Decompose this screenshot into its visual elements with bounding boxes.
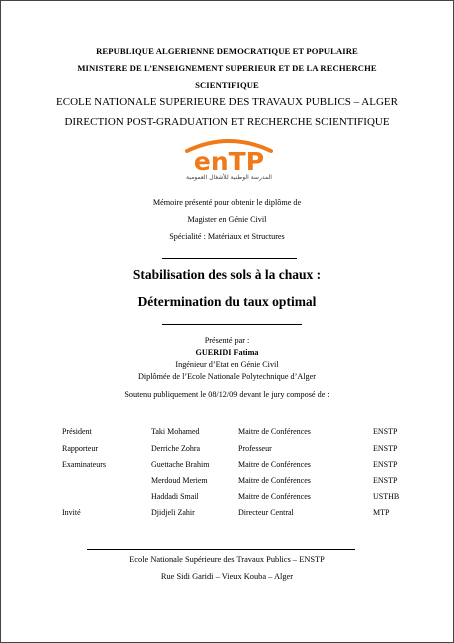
- intro-line-2: Magister en Génie Civil: [187, 215, 267, 224]
- jury-member-grade: Maitre de Conférences: [238, 492, 311, 501]
- jury-role: Rapporteur: [62, 444, 98, 453]
- footer-address: Rue Sidi Garidi – Vieux Kouba – Alger: [160, 572, 294, 581]
- intro-line-1: Mémoire présenté pour obtenir le diplôme de: [152, 198, 302, 207]
- header-ministry-cont: SCIENTIFIQUE: [195, 80, 259, 90]
- author-name: GUERIDI Fatima: [195, 348, 259, 357]
- jury-member-grade: Directeur Central: [238, 508, 294, 517]
- defense-statement: Soutenu publiquement le 08/12/09 devant le jury composé de :: [124, 390, 330, 399]
- jury-member-name: Guettache Brahim: [151, 460, 210, 469]
- presented-by-label: Présenté par :: [204, 336, 250, 345]
- jury-member-name: Taki Mohamed: [151, 427, 200, 436]
- jury-member-institution: USTHB: [373, 492, 400, 501]
- jury-member-name: Haddadi Smail: [151, 492, 199, 501]
- header-direction: DIRECTION POST-GRADUATION ET RECHERCHE SCIENTIFIQUE: [64, 116, 390, 128]
- author-graduation: Diplômée de l’Ecole Nationale Polytechnique d’Alger: [137, 372, 317, 381]
- author-degree: Ingénieur d’Etat en Génie Civil: [175, 360, 279, 369]
- jury-member-institution: ENSTP: [373, 460, 398, 469]
- logo-arabic-caption: المدرسة الوطنية للأشغال العمومية: [186, 174, 272, 181]
- jury-member-institution: ENSTP: [373, 444, 398, 453]
- jury-member-institution: ENSTP: [373, 427, 398, 436]
- intro-line-3: Spécialité : Matériaux et Structures: [169, 232, 285, 241]
- footer-school: Ecole Nationale Supérieure des Travaux Publics – ENSTP: [129, 555, 325, 564]
- jury-role: Invité: [62, 508, 81, 517]
- jury-member-institution: MTP: [373, 508, 390, 517]
- jury-member-grade: Professeur: [238, 444, 272, 453]
- logo-text: enTP: [193, 147, 265, 176]
- jury-member-name: Djidjeli Zahir: [151, 508, 195, 517]
- jury-member-institution: ENSTP: [373, 476, 398, 485]
- jury-member-grade: Maitre de Conférences: [238, 476, 311, 485]
- school-logo: [173, 137, 285, 193]
- header-ministry: MINISTERE DE L’ENSEIGNEMENT SUPERIEUR ET DE LA RECHERCHE: [77, 63, 377, 73]
- jury-role: Examinateurs: [62, 460, 106, 469]
- jury-member-grade: Maitre de Conférences: [238, 427, 311, 436]
- divider-top: [162, 258, 297, 259]
- jury-role: Président: [62, 427, 92, 436]
- header-school: ECOLE NATIONALE SUPERIEURE DES TRAVAUX PUBLICS – ALGER: [56, 96, 398, 108]
- jury-member-name: Merdoud Meriem: [151, 476, 208, 485]
- thesis-title-line-2: Détermination du taux optimal: [137, 294, 317, 309]
- thesis-title-line-1: Stabilisation des sols à la chaux :: [132, 267, 322, 282]
- header-republic: REPUBLIQUE ALGERIENNE DEMOCRATIQUE ET POPULAIRE: [96, 46, 358, 56]
- entp-logo-mark: [173, 137, 285, 177]
- divider-middle: [162, 324, 302, 325]
- jury-member-grade: Maitre de Conférences: [238, 460, 311, 469]
- jury-member-name: Derriche Zohra: [151, 444, 201, 453]
- divider-footer: [87, 549, 355, 550]
